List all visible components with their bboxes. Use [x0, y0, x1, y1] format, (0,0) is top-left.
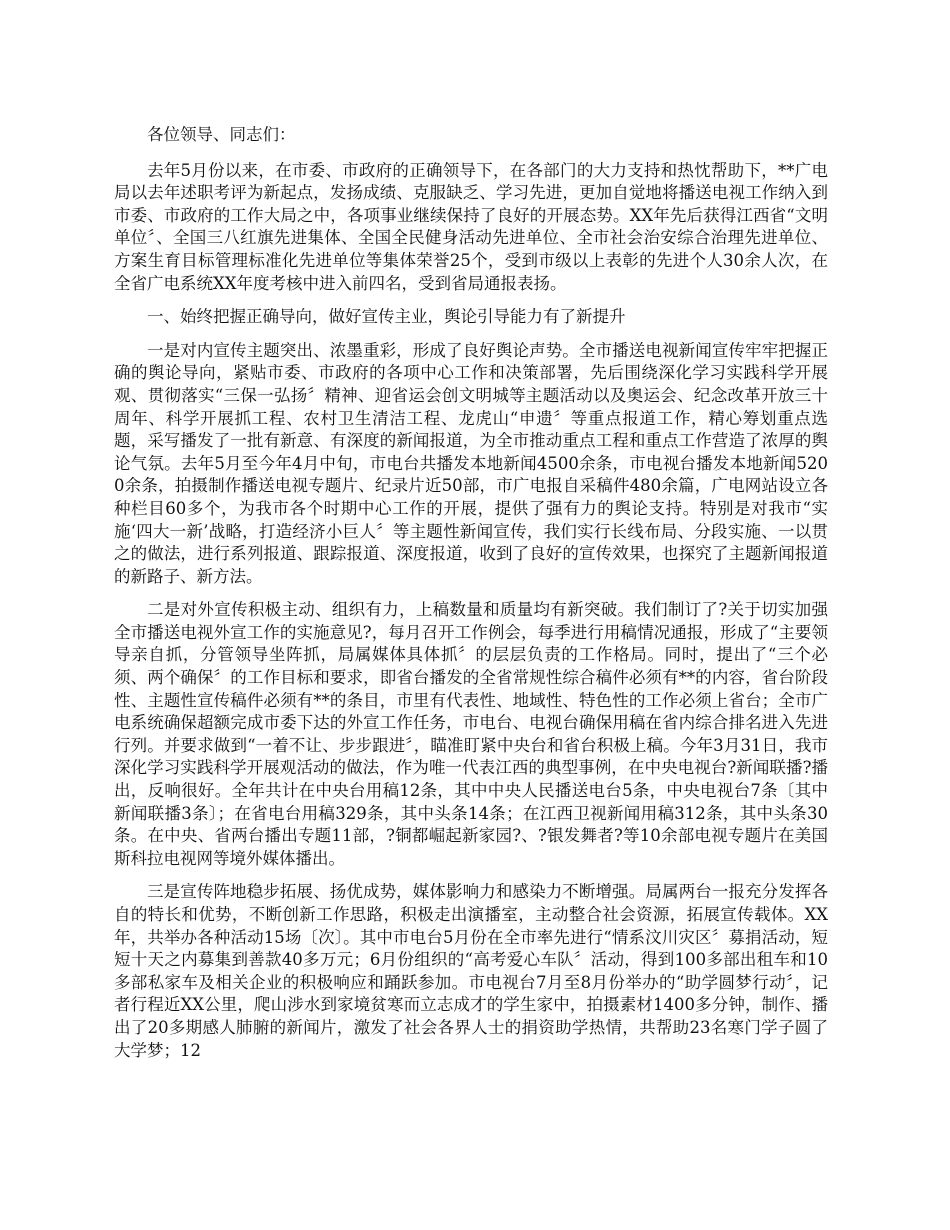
- paragraph-media-expansion: 三是宣传阵地稳步拓展、扬优成势，媒体影响力和感染力不断增强。局属两台一报充分发挥各自的特长和优势，不断创新工作思路，积极走出演播室，主动整合社会资源，拓展宣传载体。XX年，共举办各种活动15场〔次〕。其中市电台5月份在全市率先进行“情系汶川灾区〞募捐活动，短短十天之内募集到善款40多万元；6月份组织的“高考爱心车队〞活动，得到100多部出租车和10多部私家车及相关企业的积极响应和踊跃参加。市电视台7月至8月份举办的“助学圆梦行动〞，记者行程近XX公里，爬山涉水到家境贫寒而立志成才的学生家中，拍摄素材1400多分钟，制作、播出了20多期感人肺腑的新闻片，激发了社会各界人士的捐资助学热情，共帮助23名寒门学子圆了大学梦；12: [114, 882, 828, 1060]
- salutation: 各位领导、同志们：: [147, 125, 296, 144]
- paragraph-external-publicity: 二是对外宣传积极主动、组织有力，上稿数量和质量均有新突破。我们制订了?关于切实加强全市播送电视外宣工作的实施意见?，每月召开工作例会，每季进行用稿情况通报，形成了“主要领导亲自抓，分管领导坐阵抓，局属媒体具体抓〞的层层负责的工作格局。同时，提出了“三个必须、两个确保〞的工作目标和要求，即省台播发的全省常规性综合稿件必须有**的内容，省台阶段性、主题性宣传稿件必须有**的条目，市里有代表性、地域性、特色性的工作必须上省台；全市广电系统确保超额完成市委下达的外宣工作任务，市电台、电视台确保用稿在省内综合排名进入先进行列。并要求做到“一着不让、步步跟进〞，瞄准盯紧中央台和省台积极上稿。今年3月31日，我市深化学习实践科学开展观活动的做法，作为唯一代表江西的典型事例，在中央电视台?新闻联播?播出，反响很好。全年共计在中央台用稿12条，其中中央人民播送电台5条，中央电视台7条〔其中新闻联播3条〕；在省电台用稿329条，其中头条14条；在江西卫视新闻用稿312条，其中头条30条。在中央、省两台播出专题11部，?铜都崛起新家园?、?银发舞者?等10余部电视专题片在美国斯科拉电视网等境外媒体播出。: [114, 600, 828, 868]
- document-body: [114, 124, 828, 1073]
- section-heading: 一、始终把握正确导向，做好宣传主业，舆论引导能力有了新提升: [147, 307, 626, 327]
- paragraph-intro: 去年5月份以来，在市委、市政府的正确领导下，在各部门的大力支持和热忱帮助下，**广电局以去年述职考评为新起点，发扬成绩、克服缺乏、学习先进，更加自觉地将播送电视工作纳入到市委、市政府的工作大局之中，各项事业继续保持了良好的开展态势。XX年先后获得江西省“文明单位〞、全国三八红旗先进集体、全国全民健身活动先进单位、全市社会治安综合治理先进单位、方案生育目标管理标准化先进单位等集体荣誉25个，受到市级以上表彰的先进个人30余人次，在全省广电系统XX年度考核中进入前四名，受到省局通报表扬。: [114, 160, 828, 293]
- paragraph-domestic-publicity: 一是对内宣传主题突出、浓墨重彩，形成了良好舆论声势。全市播送电视新闻宣传牢牢把握正确的舆论导向，紧贴市委、市政府的各项中心工作和决策部署，先后围绕深化学习实践科学开展观、贯彻落实“三保一弘扬〞精神、迎省运会创文明城等主题活动以及奥运会、纪念改革开放三十周年、科学开展抓工程、农村卫生清洁工程、龙虎山“申遗〞等重点报道工作，精心筹划重点选题，采写播发了一批有新意、有深度的新闻报道，为全市推动重点工程和重点工作营造了浓厚的舆论气氛。去年5月至今年4月中旬，市电台共播发本地新闻4500余条，市电视台播发本地新闻5200余条，拍摄制作播送电视专题片、纪录片近50部，市广电报自采稿件480余篇，广电网站设立各种栏目60多个，为我市各个时期中心工作的开展，提供了强有力的舆论支持。特别是对我市“实施‘四大一新’战略，打造经济小巨人〞等主题性新闻宣传，我们实行长线布局、分段实施、一以贯之的做法，进行系列报道、跟踪报道、深度报道，收到了良好的宣传效果，也探究了主题新闻报道的新路子、新方法。: [114, 340, 828, 586]
